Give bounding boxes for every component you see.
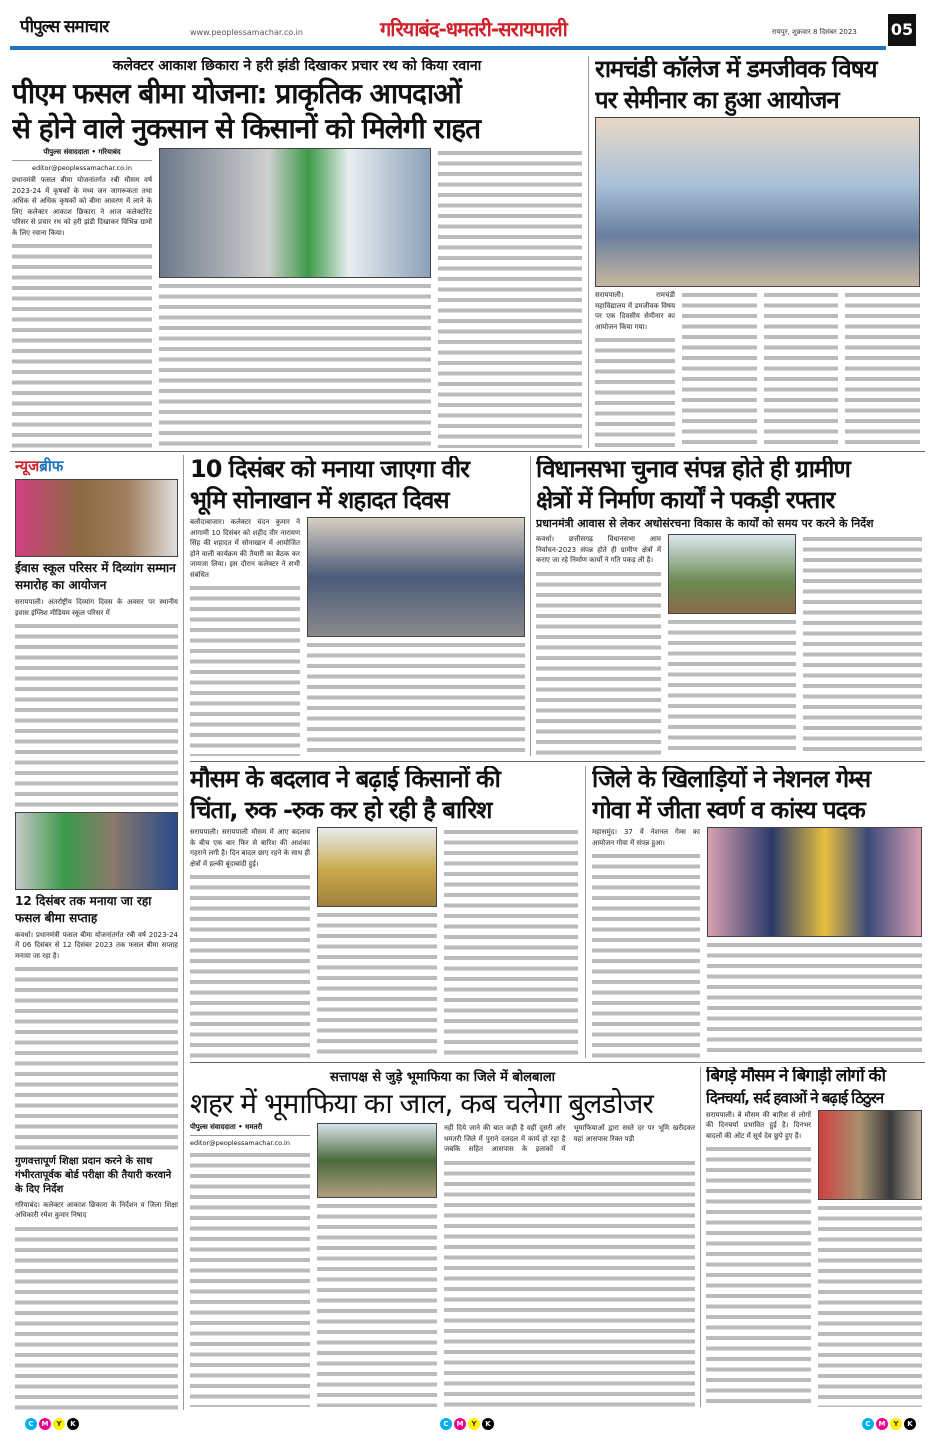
college-text: सरायपाली। रामचंडी महाविद्यालय में डमजीवक विषय पर एक दिवसीय सेमीनार का आयोजन किया गया। <box>595 291 675 331</box>
brief-item-1-title: ईवास स्कूल परिसर में दिव्यांग सम्मान समारोह का आयोजन <box>15 561 176 592</box>
story6-text-col2 <box>317 1201 437 1407</box>
story3-text-col3 <box>803 534 922 756</box>
story7-photo <box>818 1110 922 1200</box>
story6-text-col1 <box>190 1150 310 1407</box>
story3-text-cont <box>536 569 661 756</box>
story7-text: सरायपाली। बे मौसम की बारिश से लोगों की दिनचर्या प्रभावित हुई है। दिनभर बादलों की ओट में सूर्य देव छुपे हुए हैं। <box>706 1110 811 1140</box>
story2-headline-1: 10 दिसंबर को मनाया जाएगा वीर <box>190 456 469 483</box>
brief-item-3-cont <box>15 1224 178 1412</box>
section-title: गरियाबंद-धमतरी-सरायपाली <box>380 17 567 41</box>
story3 <box>536 456 922 756</box>
story6-text: नहीं दिये जाने की बात कही है वहीं दूसरी ओर धमतरी जिले में पुराने दलदल में कार्य हो रहा है जबकि सहित आसपास के इलाकों में भूमाफियाओं द्वारा सस्ते दर पर भूमि खरीदकर यहां आसपास रिक्त पड़ी <box>444 1124 695 1154</box>
masthead-logo: पीपुल्स समाचार <box>20 17 109 37</box>
story3-text: कवर्धा। छत्तीसगढ़ विधानसभा आम निर्वाचन-2023 संपन्न होते ही ग्रामीण क्षेत्रों में कराए जा रहे निर्माण कार्यों ने गति पकड़ ली है। <box>536 535 661 565</box>
story7-headline-2: दिनचर्या, सर्द हवाओं ने बढ़ाई ठिठुरन <box>706 1088 884 1107</box>
story4-text-cont <box>190 872 310 1058</box>
story4-text-cols <box>317 910 437 1058</box>
story6-text-cols <box>444 1158 695 1407</box>
lead-story <box>12 56 582 448</box>
lead-byline: पीपुल्स संवाददाता • गरियाबंद <box>43 148 121 157</box>
date: रायपुर, शुक्रवार 8 दिसंबर 2023 <box>772 28 857 36</box>
cmyk-marks-center: C M Y K <box>440 1418 496 1430</box>
lead-photo <box>159 148 431 278</box>
story6-headline: शहर में भूमाफिया का जाल, कब चलेगा बुलडोजर <box>190 1087 653 1120</box>
story6-email: editor@peoplessamachar.co.in <box>190 1139 290 1148</box>
brief-item-3-title: गुणवत्तापूर्ण शिक्षा प्रदान करने के साथ गंभीरतापूर्वक बोर्ड परीक्षा की तैयारी करवाने के दिए निर्देश <box>15 1155 172 1195</box>
story6-byline: पीपुल्स संवाददाता • धमतरी <box>190 1123 263 1132</box>
news-brief-title: न्यूजब्रीफ <box>15 457 64 475</box>
story4-headline-1: मौसम के बदलाव ने बढ़ाई किसानों की <box>190 766 500 793</box>
college-photo <box>595 117 920 287</box>
story5-text: महासमुंद। 37 वें नेशनल गेम्स का आयोजन गोवा में संपन्न हुआ। <box>592 828 700 847</box>
story5-text-cols <box>707 940 922 1058</box>
college-headline-1: रामचंडी कॉलेज में डमजीवक विषय <box>595 56 877 83</box>
story7-headline-1: बिगड़े मौसम ने बिगाड़ी लोगों की <box>706 1067 885 1086</box>
story7-text-col2 <box>818 1203 922 1407</box>
lead-text-col4 <box>438 148 582 448</box>
brief-photo-1 <box>15 479 178 557</box>
brief-item-2-title: 12 दिसंबर तक मनाया जा रहा फसल बीमा सप्ताह <box>15 893 152 925</box>
story4-text: सरायपाली। सरायपाली मौसम में आए बदलाव के बीच एक बार फिर से बारिश की आशंका गहराने लगी है। दिन बादल छाए रहने के साथ ही क्षेत्रों में हल्की बूंदाबांदी हुई। <box>190 828 310 868</box>
story4 <box>190 766 578 1058</box>
brief-item-1-cont <box>15 621 178 809</box>
story3-text-cols <box>668 617 796 756</box>
story3-headline-2: क्षेत्रों में निर्माण कार्यों ने पकड़ी रफ्तार <box>536 485 835 514</box>
college-headline-2: पर सेमीनार का हुआ आयोजन <box>595 85 839 114</box>
lead-kicker: कलेक्टर आकाश छिकारा ने हरी झंडी दिखाकर प्रचार रथ को किया रवाना <box>112 58 482 74</box>
story3-headline-1: विधानसभा चुनाव संपन्न होते ही ग्रामीण <box>536 456 850 483</box>
story5-headline-1: जिले के खिलाड़ियों ने नेशनल गेम्स <box>592 766 871 793</box>
story7-text-cont <box>706 1144 811 1407</box>
story5-photo <box>707 827 922 937</box>
story6-photo <box>317 1123 437 1198</box>
news-brief <box>15 456 178 1411</box>
story5 <box>592 766 922 1058</box>
cmyk-marks-left: C M Y K <box>25 1418 81 1430</box>
brief-item-2-text: कवर्धा। प्रधानमंत्री फसल बीमा योजनांतर्गत रबी वर्ष 2023-24 में 06 दिसंबर से 12 दिसंबर 2023 तक फसल बीमा सप्ताह मनाया जा रहा है। <box>15 930 178 960</box>
story2-text: बलौदाबाजार। कलेक्टर चंदन कुमार ने आगामी 10 दिसंबर को शहीद वीर नारायण सिंह की शहादत में सोनाखान में आयोजित होने वाली कार्यक्रम की तैयारी का बैठक कर जायजा लिया। इस दौरान कलेक्टर ने सभी संबंधित <box>190 518 300 579</box>
lead-email: editor@peoplessamachar.co.in <box>32 164 132 173</box>
story7 <box>706 1067 922 1407</box>
story6 <box>190 1067 695 1407</box>
story2 <box>190 456 525 756</box>
story5-text-cont <box>592 851 700 1058</box>
header-rule <box>10 46 886 50</box>
brief-item-2-cont <box>15 964 178 1152</box>
story2-photo <box>307 517 525 637</box>
brief-item-3-text: गरियाबंद। कलेक्टर आकाश छिकारा के निर्देशन व जिला शिक्षा अधिकारी रमेश कुमार निषाद <box>15 1200 178 1219</box>
story4-text-col3 <box>444 827 578 1058</box>
brief-photo-2 <box>15 812 178 890</box>
lead-text-cols <box>159 281 431 448</box>
lead-text: प्रधानमंत्री फसल बीमा योजनांतर्गत रबी मौसम वर्ष 2023-24 में कृषकों के मध्य जन जागरूकता तथा अधिक से अधिक कृषकों को बीमा आवरण में लाने के लिए कलेक्टर आकाश छिकारा ने आज कलेक्टोरेट परिसर से प्रचार रथ को हरी झंडी दिखाकर विभिन्न ग्रामों के लिए रवाना किया। <box>12 176 152 237</box>
story6-kicker: सत्तापक्ष से जुड़े भूमाफिया का जिले में बोलबाला <box>329 1070 556 1085</box>
college-text-cont <box>682 290 757 448</box>
cmyk-marks-right: C M Y K <box>862 1418 918 1430</box>
story4-headline-2: चिंता, रुक -रुक कर हो रही है बारिश <box>190 795 492 824</box>
story4-photo <box>317 827 437 907</box>
story5-headline-2: गोवा में जीता स्वर्ण व कांस्य पदक <box>592 795 865 824</box>
website: www.peoplessamachar.co.in <box>190 28 303 37</box>
lead-text-cont <box>12 241 152 448</box>
story3-photo <box>668 534 796 614</box>
brief-item-1-text: सरायपाली। अंतर्राष्ट्रीय दिव्यांग दिवस के अवसर पर स्थानीय इवास इंग्लिश मीडियम स्कूल परिसर में <box>15 598 178 617</box>
lead-headline-2: से होने वाले नुकसान से किसानों को मिलेगी राहत <box>12 112 481 146</box>
lead-headline-1: पीएम फसल बीमा योजना: प्राकृतिक आपदाओं <box>12 77 461 110</box>
story2-headline-2: भूमि सोनाखान में शहादत दिवस <box>190 485 449 514</box>
story2-text-cont <box>190 583 300 756</box>
college-story <box>595 56 920 448</box>
story3-subhead: प्रधानमंत्री आवास से लेकर अधोसंरचना विकास के कार्यों को समय पर करने के निर्देश <box>536 517 874 531</box>
story2-text-cols <box>307 640 525 756</box>
page-number: 05 <box>888 14 916 46</box>
